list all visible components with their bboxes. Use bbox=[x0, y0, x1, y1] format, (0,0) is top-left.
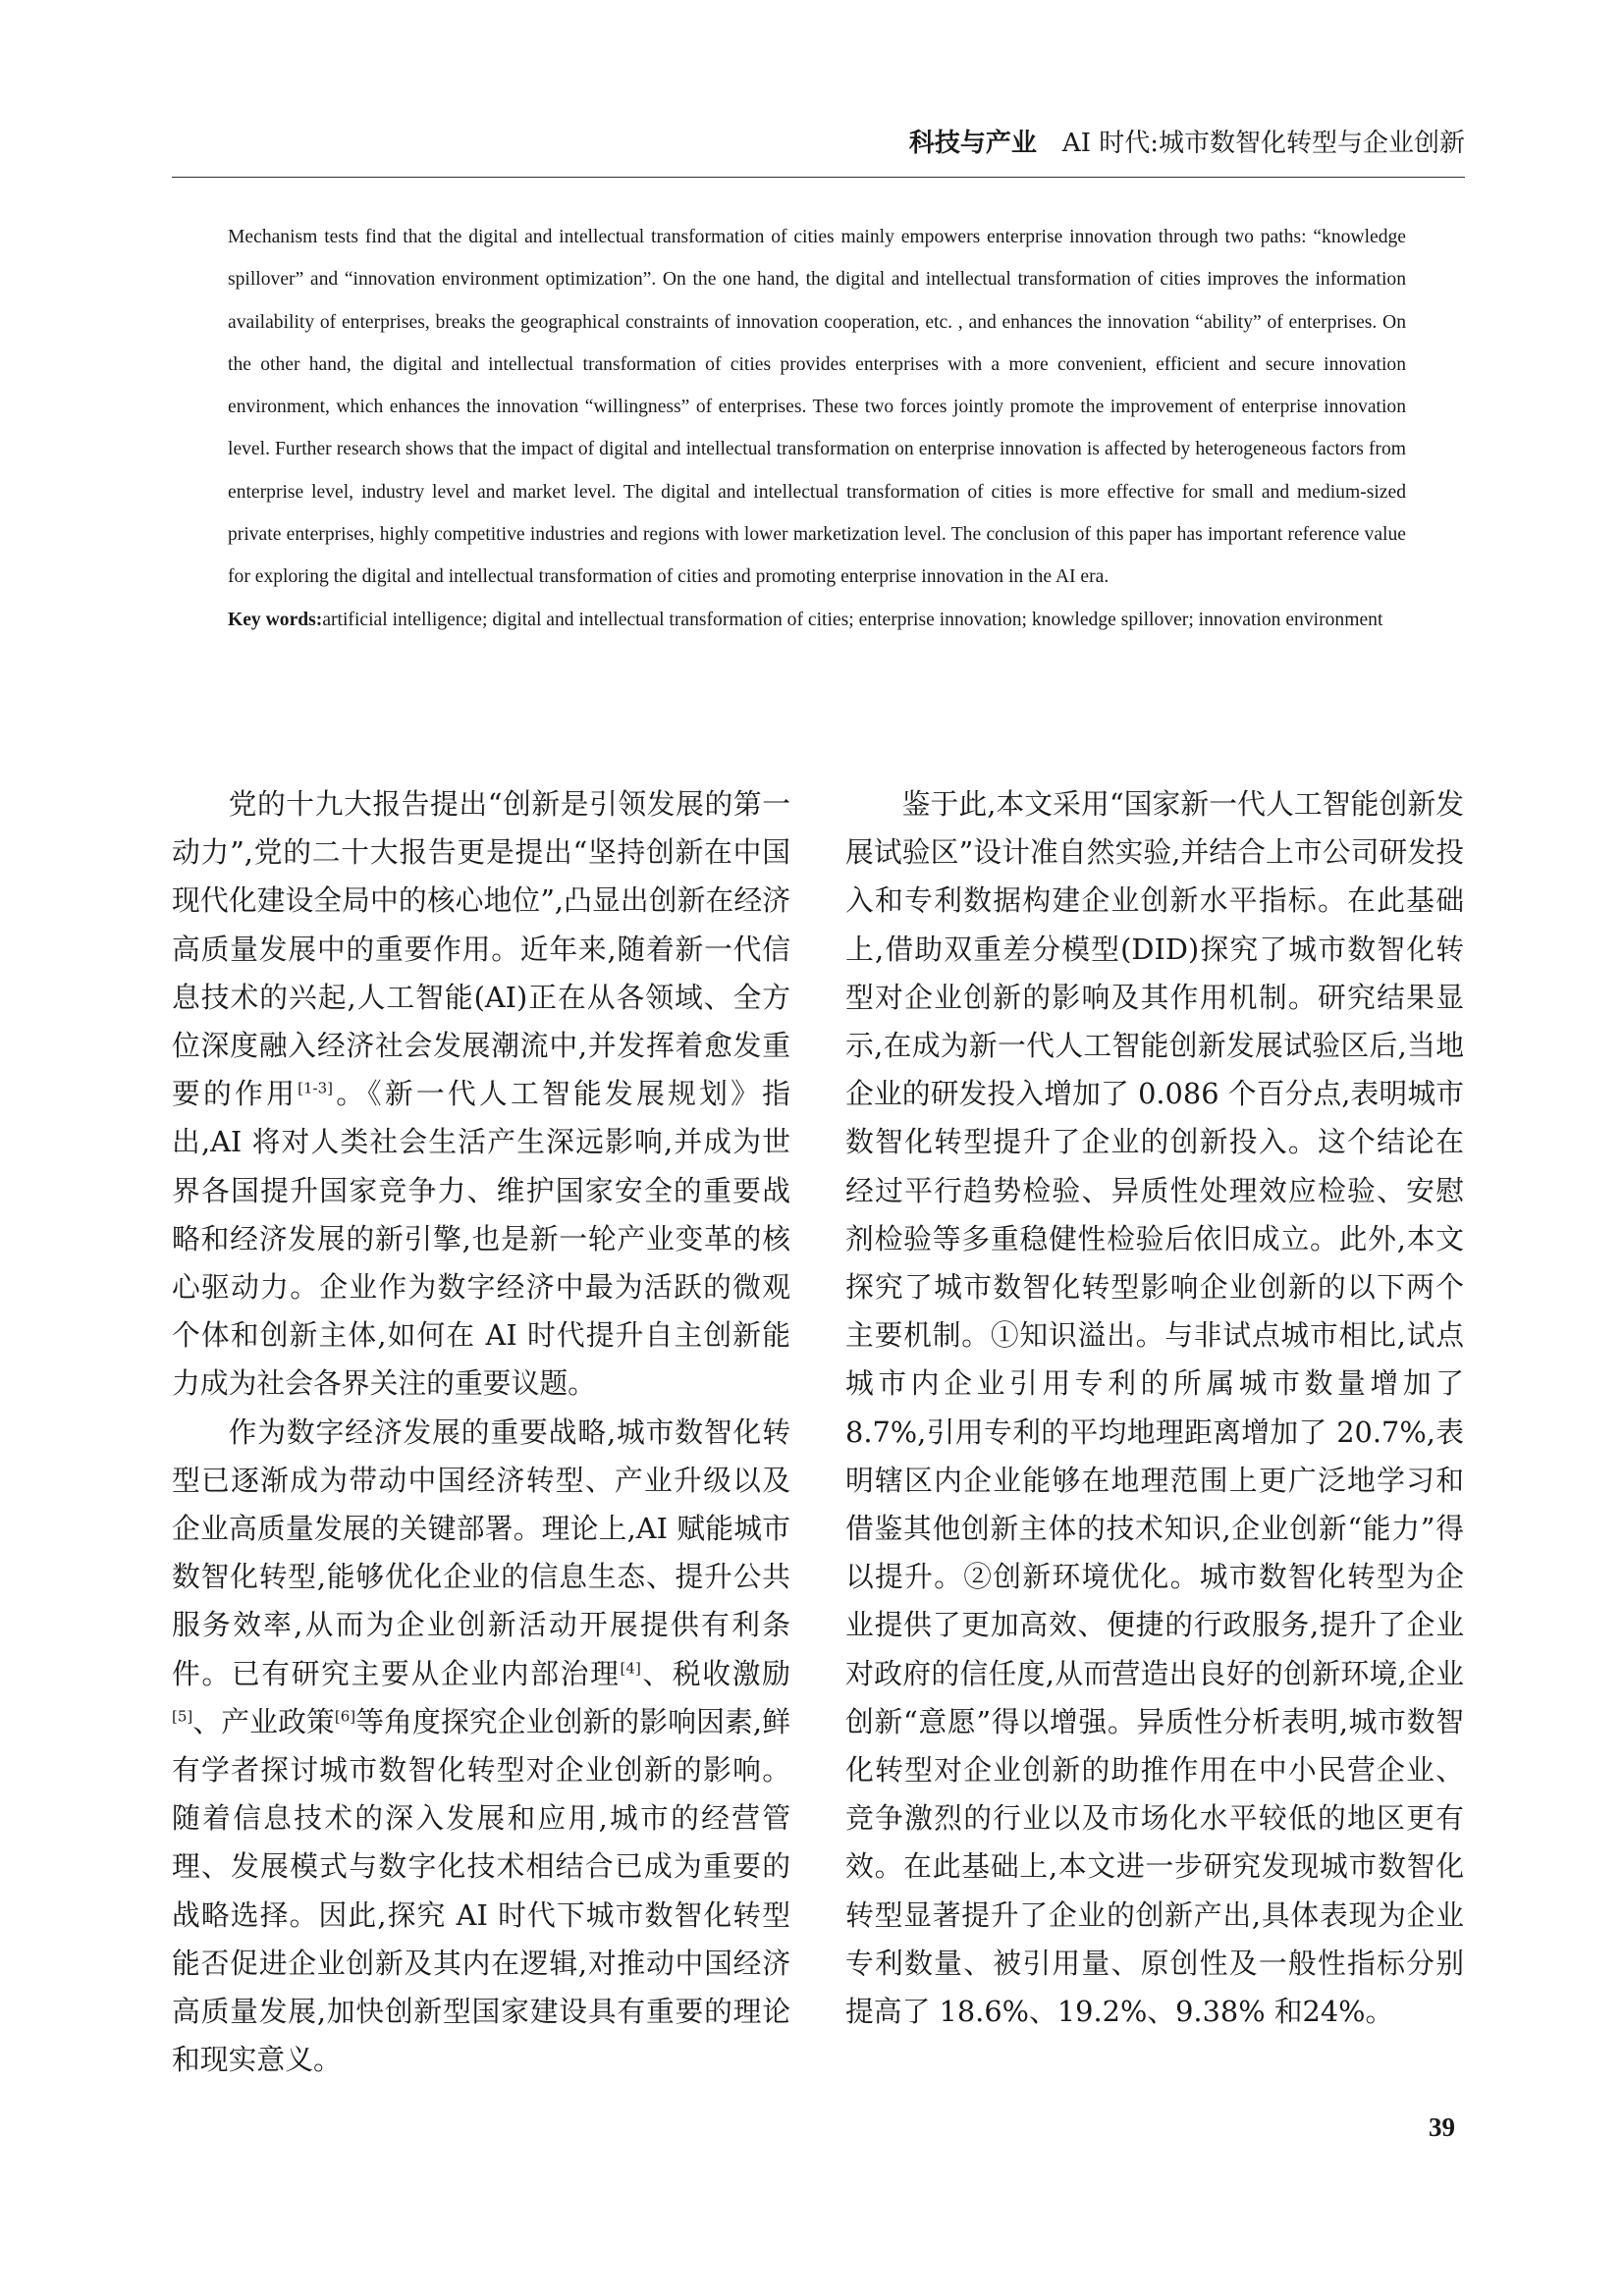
body-paragraph-2 bbox=[172, 1409, 790, 2085]
body-text: 作为数字经济发展的重要战略,城市数智化转型已逐渐成为带动中国经济转型、产业升级以及企业高质量发展的关键部署。理论上,AI 赋能城市数智化转型,能够优化企业的信息生态、提升公共服务效率,从而为企业创新活动开展提供有利条件。已有研究主要从企业内部治理 bbox=[172, 1415, 790, 1690]
citation-ref: [5] bbox=[172, 1707, 193, 1726]
abstract-text: Mechanism tests find that the digital and intellectual transformation of cities mainly empowers enterprise innovation through two paths: “knowledge spillover” and “innovation environment optimization”. On the one hand, the digital and intellectual transformation of cities improves the information availability of enterprises, breaks the geographical constraints of innovation cooperation, etc. , and enhances the innovation “ability” of enterprises. On the other hand, the digital and intellectual transformation of cities provides enterprises with a more convenient, efficient and secure innovation environment, which enhances the innovation “willingness” of enterprises. These two forces jointly promote the improvement of enterprise innovation level. Further research shows that the impact of digital and intellectual transformation on enterprise innovation is affected by heterogeneous factors from enterprise level, industry level and market level. The digital and intellectual transformation of cities is more effective for small and medium-sized private enterprises, highly competitive industries and regions with lower marketization level. The conclusion of this paper has important reference value for exploring the digital and intellectual transformation of cities and promoting enterprise innovation in the AI era. bbox=[228, 227, 1406, 588]
page-number: 39 bbox=[1429, 2112, 1455, 2142]
running-header bbox=[172, 124, 1465, 178]
journal-section: 科技与产业 bbox=[908, 129, 1037, 158]
body-paragraph-3: 鉴于此,本文采用“国家新一代人工智能创新发展试验区”设计准自然实验,并结合上市公司研发投入和专利数据构建企业创新水平指标。在此基础上,借助双重差分模型(DID)探究了城市数智化转型对企业创新的影响及其作用机制。研究结果显示,在成为新一代人工智能创新发展试验区后,当地企业的研发投入增加了 0.086 个百分点,表明城市数智化转型提升了企业的创新投入。这个结论在经过平行趋势检验、异质性处理效应检验、安慰剂检验等多重稳健性检验后依旧成立。此外,本文探究了城市数智化转型影响企业创新的以下两个主要机制。①知识溢出。与非试点城市相比,试点城市内企业引用专利的所属城市数量增加了 8.7%,引用专利的平均地理距离增加了 20.7%,表明辖区内企业能够在地理范围上更广泛地学习和借鉴其他创新主体的技术知识,企业创新“能力”得以提升。②创新环境优化。城市数智化转型为企业提供了更加高效、便捷的行政服务,提升了企业对政府的信任度,从而营造出良好的创新环境,企业创新“意愿”得以增强。异质性分析表明,城市数智化转型对企业创新的助推作用在中小民营企业、竞争激烈的行业以及市场化水平较低的地区更有效。在此基础上,本文进一步研究发现城市数智化转型显著提升了企业的创新产出,具体表现为企业专利数量、被引用量、原创性及一般性指标分别提高了 18.6%、19.2%、9.38% 和24%。 bbox=[845, 787, 1464, 2029]
body-text: 党的十九大报告提出“创新是引领发展的第一动力”,党的二十大报告更是提出“坚持创新在中国现代化建设全局中的核心地位”,凸显出创新在经济高质量发展中的重要作用。近年来,随着新一代信息技术的兴起,人工智能(AI)正在从各领域、全方位深度融入经济社会发展潮流中,并发挥着愈发重要的作用 bbox=[172, 787, 790, 1111]
keywords-list: artificial intelligence; digital and intellectual transformation of cities; enterprise innovation; knowledge spillover; innovation environment bbox=[322, 609, 1383, 630]
citation-ref: [6] bbox=[334, 1707, 356, 1726]
keywords-label: Key words: bbox=[228, 609, 323, 630]
body-text: 、税收激励 bbox=[640, 1656, 790, 1690]
article-running-title: AI 时代:城市数智化转型与企业创新 bbox=[1061, 129, 1465, 158]
body-column-right bbox=[845, 780, 1464, 2036]
body-text: 。《新一代人工智能发展规划》指出,AI 将对人类社会生活产生深远影响,并成为世界各国提升国家竞争力、维护国家安全的重要战略和经济发展的新引擎,也是新一轮产业变革的核心驱动力。企业作为数字经济中最为活跃的微观个体和创新主体,如何在 AI 时代提升自主创新能力成为社会各界关注的重要议题。 bbox=[172, 1077, 790, 1401]
citation-ref: [1-3] bbox=[298, 1079, 333, 1097]
body-column-left bbox=[172, 780, 790, 2084]
body-paragraph-1 bbox=[172, 780, 790, 1409]
keywords bbox=[228, 599, 1406, 641]
english-abstract bbox=[228, 216, 1406, 641]
body-text: 等角度探究企业创新的影响因素,鲜有学者探讨城市数智化转型对企业创新的影响。随着信息技术的深入发展和应用,城市的经营管理、发展模式与数字化技术相结合已成为重要的战略选择。因此,探究 AI 时代下城市数智化转型能否促进企业创新及其内在逻辑,对推动中国经济高质量发展,加快创新型国家建设具有重要的理论和现实意义。 bbox=[172, 1704, 790, 2077]
body-text: 、产业政策 bbox=[192, 1704, 335, 1738]
citation-ref: [4] bbox=[620, 1659, 641, 1678]
